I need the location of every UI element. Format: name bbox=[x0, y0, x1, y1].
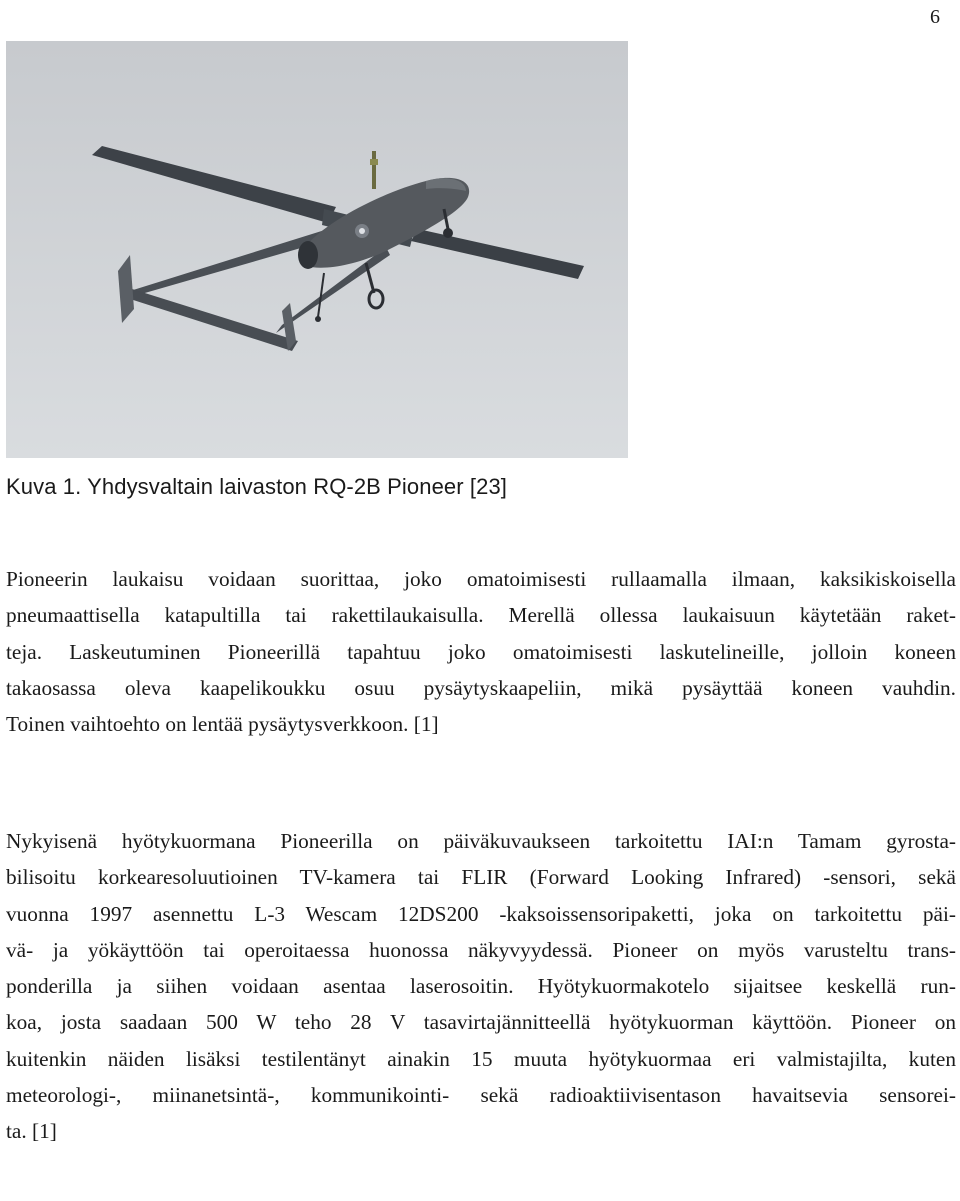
paragraph-line: Toinen vaihtoehto on lentää pysäytysverkkoon. [1] bbox=[6, 712, 439, 737]
paragraph-line: kuitenkin näiden lisäksi testilentänyt ainakin 15 muuta hyötykuormaa eri valmistajilta, kuten bbox=[6, 1046, 956, 1071]
paragraph-line: Pioneerin laukaisu voidaan suorittaa, joko omatoimisesti rullaamalla ilmaan, kaksikiskoisella bbox=[6, 567, 956, 591]
paragraph-line: ponderilla ja siihen voidaan asentaa laserosoitin. Hyötykuormakotelo sijaitsee keskellä run- bbox=[6, 974, 956, 999]
paragraph-line: takaosassa oleva kaapelikoukku osuu pysäytyskaapeliin, mikä pysäyttää koneen vauhdin. bbox=[6, 675, 956, 700]
paragraph-line: Nykyisenä hyötykuormana Pioneerilla on päiväkuvaukseen tarkoitettu IAI:n Tamam gyrosta- bbox=[6, 829, 956, 853]
paragraph-payload bbox=[6, 823, 956, 1150]
paragraph-line: koa, josta saadaan 500 W teho 28 V tasavirtajännitteellä hyötykuorman käyttöön. Pioneer on bbox=[6, 1010, 956, 1035]
paragraph-line: bilisoitu korkearesoluutioinen TV-kamera tai FLIR (Forward Looking Infrared) -sensori, sekä bbox=[6, 865, 956, 890]
paragraph-line: ta. [1] bbox=[6, 1119, 57, 1144]
paragraph-line: pneumaattisella katapultilla tai rakettilaukaisulla. Merellä ollessa laukaisuun käytetään raket- bbox=[6, 603, 956, 628]
paragraph-line: teja. Laskeutuminen Pioneerillä tapahtuu joko omatoimisesti laskutelineille, jolloin koneen bbox=[6, 639, 956, 664]
paragraph-line: vuonna 1997 asennettu L-3 Wescam 12DS200 -kaksoissensoripaketti, joka on tarkoitettu päi- bbox=[6, 901, 956, 926]
paragraph-line: vä- ja yökäyttöön tai operoitaessa huonossa näkyvyydessä. Pioneer on myös varusteltu trans- bbox=[6, 937, 956, 962]
figure-caption: Kuva 1. Yhdysvaltain laivaston RQ-2B Pioneer [23] bbox=[6, 474, 507, 499]
paragraph-launch-landing bbox=[6, 561, 956, 742]
paragraph-line: meteorologi-, miinanetsintä-, kommunikointi- sekä radioaktiivisentason havaitsevia sensorei- bbox=[6, 1083, 956, 1108]
uav-aircraft-photo bbox=[6, 41, 628, 458]
page-number: 6 bbox=[930, 6, 940, 28]
